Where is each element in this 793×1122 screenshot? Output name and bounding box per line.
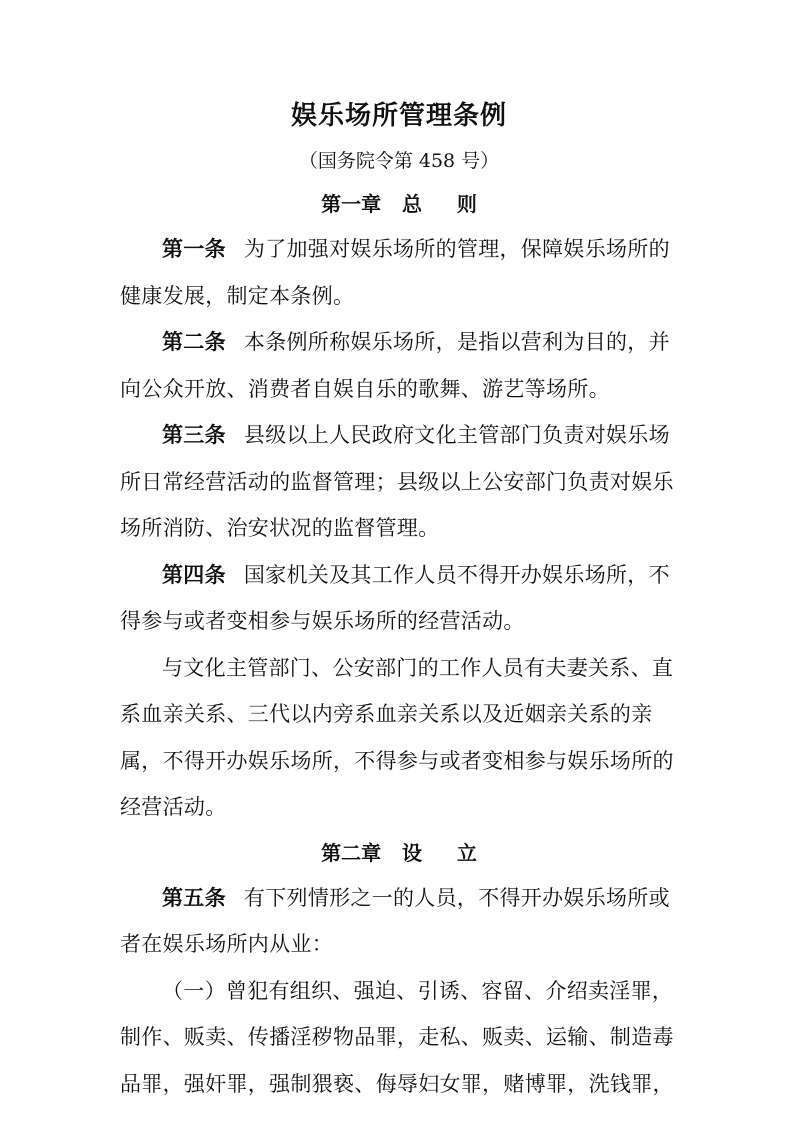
- article-5: [120, 875, 678, 968]
- article-3: [120, 412, 678, 552]
- article-4-paragraph-2: 与文化主管部门、公安部门的工作人员有夫妻关系、直系血亲关系、三代以内旁系血亲关系以及近姻亲关系的亲属，不得开办娱乐场所，不得参与或者变相参与娱乐场所的经营活动。: [120, 655, 674, 819]
- article-1-text: 为了加强对娱乐场所的管理，保障娱乐场所的健康发展，制定本条例。: [120, 237, 670, 308]
- article-2: [120, 319, 678, 412]
- document-subtitle: （国务院令第 458 号）: [298, 150, 500, 172]
- article-2-text: 本条例所称娱乐场所，是指以营利为目的，并向公众开放、消费者自娱自乐的歌舞、游艺等场所。: [120, 330, 670, 401]
- document-title: 娱乐场所管理条例: [290, 101, 507, 131]
- article-1: [120, 226, 678, 319]
- article-3-text: 县级以上人民政府文化主管部门负责对娱乐场所日常经营活动的监督管理；县级以上公安部门负责对娱乐场所消防、治安状况的监督管理。: [120, 423, 674, 540]
- article-1-number: 第一条: [162, 236, 226, 261]
- article-4-number: 第四条: [162, 561, 226, 587]
- document-body: [120, 92, 678, 1107]
- article-5-number: 第五条: [162, 884, 226, 910]
- article-4-text: 国家机关及其工作人员不得开办娱乐场所，不得参与或者变相参与娱乐场所的经营活动。: [120, 562, 670, 633]
- article-4: [120, 552, 678, 645]
- article-5-text: 有下列情形之一的人员，不得开办娱乐场所或者在娱乐场所内从业：: [120, 885, 670, 956]
- article-3-number: 第三条: [162, 422, 226, 447]
- article-5-item-1: （一）曾犯有组织、强迫、引诱、容留、介绍卖淫罪，制作、贩卖、传播淫秽物品罪，走私、贩卖、运输、制造毒品罪，强奸罪，强制猥亵、侮辱妇女罪，赌博罪，洗钱罪，: [120, 978, 674, 1096]
- chapter-2-heading: 第二章 设 立: [321, 840, 477, 865]
- article-2-number: 第二条: [162, 329, 226, 354]
- chapter-1-heading: 第一章 总 则: [321, 192, 477, 216]
